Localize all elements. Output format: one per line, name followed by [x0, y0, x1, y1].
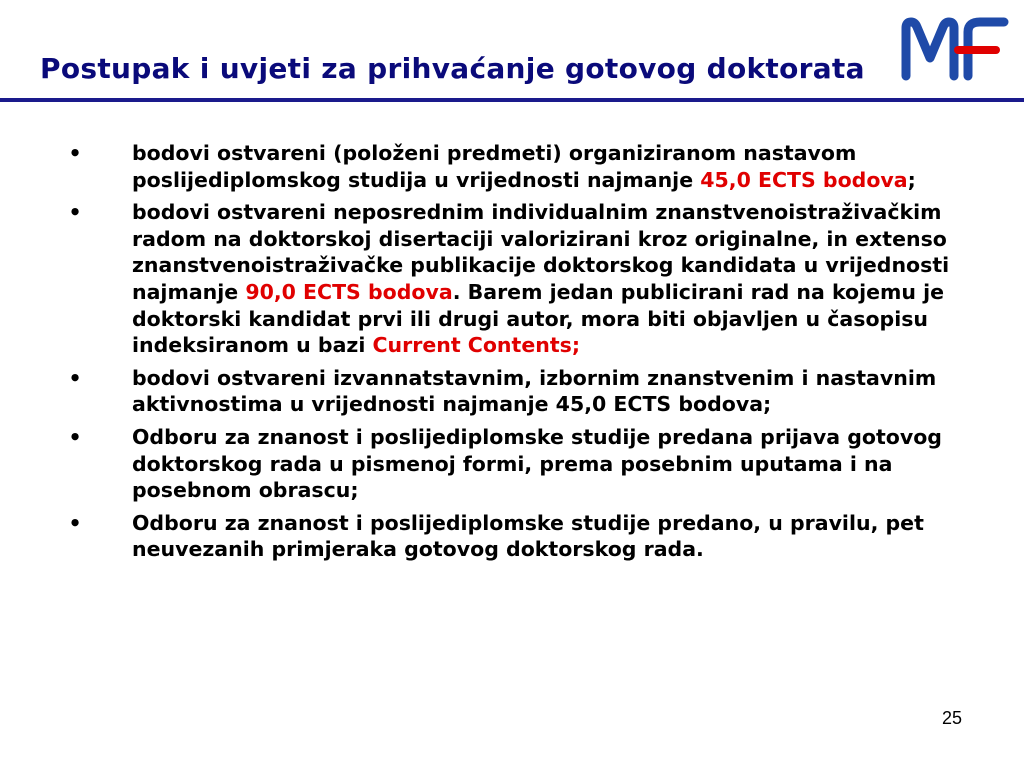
bullet-icon: • — [68, 200, 82, 225]
bullet-icon: • — [68, 510, 82, 535]
item-text: Odboru za znanost i poslijediplomske studije predano, u pravilu, pet neuvezanih primjeraka gotovog doktorskog rada. — [132, 510, 924, 562]
item-text: bodovi ostvareni izvannatstavnim, izbornim znanstvenim i nastavnim aktivnostima u vrijednosti najmanje 45,0 ECTS bodova; — [132, 365, 937, 417]
slide-title: Postupak i uvjeti za prihvaćanje gotovog doktorata — [40, 52, 865, 85]
bullet-list — [60, 140, 970, 569]
title-divider — [0, 98, 1024, 102]
bullet-icon: • — [68, 424, 82, 449]
bullet-icon: • — [68, 365, 82, 390]
list-item — [60, 510, 970, 563]
item-highlight-2: Current Contents; — [372, 333, 581, 358]
item-text-end: ; — [907, 167, 916, 192]
list-item — [60, 365, 970, 418]
list-item — [60, 199, 970, 359]
item-highlight: 90,0 ECTS bodova — [245, 279, 453, 304]
item-text-middle: . Barem jedan publicirani rad na kojemu je doktorski kandidat prvi ili drugi autor, mora biti objavljen u časopisu indeksiranom u bazi — [132, 279, 945, 358]
bullet-icon: • — [68, 141, 82, 165]
page-number: 25 — [941, 708, 962, 728]
item-highlight: 45,0 ECTS bodova — [700, 167, 908, 192]
list-item — [60, 140, 970, 193]
item-text: bodovi ostvareni (položeni predmeti) organiziranom nastavom poslijediplomskog studija u vrijednosti najmanje — [132, 141, 857, 192]
item-text: bodovi ostvareni neposrednim individualnim znanstvenoistraživačkim radom na doktorskoj disertaciji valorizirani kroz originalne, in extenso znanstvenoistraživačke publikacije doktorskog kandidata u vrijednosti najmanje — [132, 200, 950, 304]
mf-logo — [900, 14, 1010, 84]
list-item — [60, 424, 970, 504]
item-text: Odboru za znanost i poslijediplomske studije predana prijava gotovog doktorskog rada u pismenoj formi, prema posebnim uputama i na posebnom obrascu; — [132, 424, 942, 503]
